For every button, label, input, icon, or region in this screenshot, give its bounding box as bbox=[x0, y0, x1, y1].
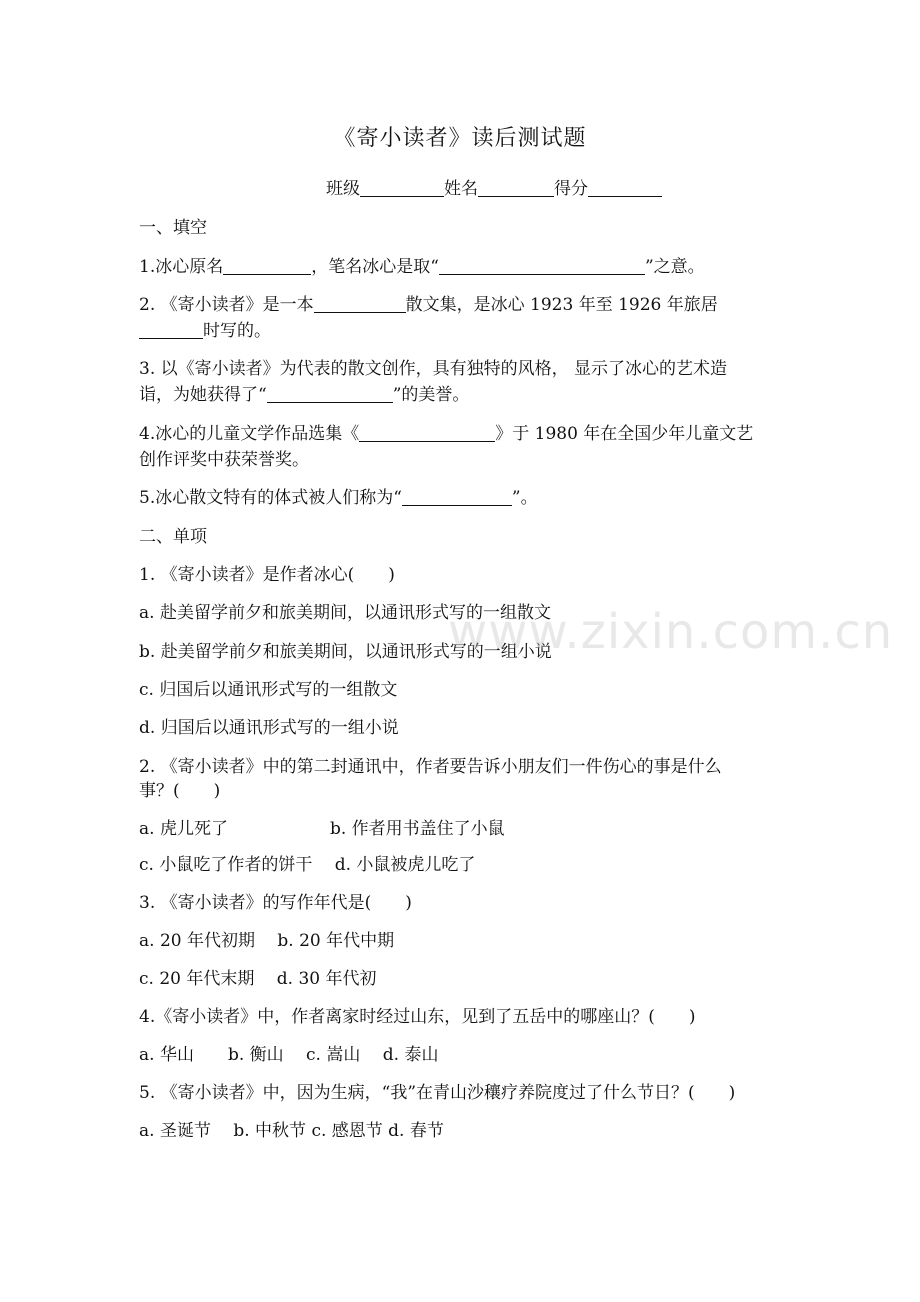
section-heading-fill-in: 一、填空 bbox=[139, 218, 207, 238]
choice-option: c. 归国后以通讯形式写的一组散文 bbox=[139, 680, 398, 700]
section-heading-single-choice: 二、单项 bbox=[139, 527, 207, 547]
choice-option: b. 赴美留学前夕和旅美期间，以通讯形式写的一组小说 bbox=[139, 642, 552, 662]
choice-question-3: 3. 《寄小读者》的写作年代是( ) bbox=[139, 893, 412, 913]
question-text: 诣，为她获得了“ bbox=[139, 385, 267, 405]
name-label: 姓名 bbox=[444, 179, 478, 199]
choice-question-1: 1. 《寄小读者》是作者冰心( ) bbox=[139, 565, 395, 585]
question-text: ，笔名冰心是取“ bbox=[311, 257, 439, 277]
question-text: 时写的。 bbox=[203, 321, 271, 341]
question-text: 2. 《寄小读者》是一本 bbox=[139, 295, 314, 315]
question-text: ”。 bbox=[511, 488, 538, 508]
choice-option: a. 虎儿死了 b. 作者用书盖住了小鼠 bbox=[139, 819, 505, 839]
score-blank bbox=[588, 178, 662, 197]
choice-option: c. 小鼠吃了作者的饼干 d. 小鼠被虎儿吃了 bbox=[139, 855, 476, 875]
question-fill-3: 3. 以《寄小读者》为代表的散文创作，具有独特的风格， 显示了冰心的艺术造 bbox=[139, 359, 728, 379]
question-text: 》于 1980 年在全国少年儿童文艺 bbox=[495, 424, 754, 444]
answer-blank bbox=[267, 384, 393, 403]
question-text: ”之意。 bbox=[644, 257, 705, 277]
choice-option: a. 20 年代初期 b. 20 年代中期 bbox=[139, 931, 395, 951]
answer-blank bbox=[359, 423, 495, 442]
choice-option: a. 圣诞节 b. 中秋节 c. 感恩节 d. 春节 bbox=[139, 1121, 444, 1141]
answer-blank bbox=[314, 294, 406, 313]
choice-option: c. 20 年代末期 d. 30 年代初 bbox=[139, 969, 377, 989]
answer-blank bbox=[439, 256, 645, 275]
question-fill-3-cont bbox=[139, 380, 469, 405]
page-title: 《寄小读者》读后测试题 bbox=[333, 126, 587, 151]
choice-question-4: 4.《寄小读者》中，作者离家时经过山东，见到了五岳中的哪座山？( ) bbox=[139, 1007, 696, 1027]
question-fill-2-cont bbox=[139, 316, 271, 341]
choice-question-2: 2. 《寄小读者》中的第二封通讯中，作者要告诉小朋友们一件伤心的事是什么 bbox=[139, 757, 722, 777]
choice-question-5: 5. 《寄小读者》中，因为生病，“我”在青山沙穰疗养院度过了什么节日？( ) bbox=[139, 1083, 736, 1103]
student-info-line bbox=[326, 174, 662, 199]
question-text: 1.冰心原名 bbox=[139, 257, 224, 277]
class-blank bbox=[360, 178, 444, 197]
question-text: ”的美誉。 bbox=[392, 385, 470, 405]
watermark: www.zixin.com.cn bbox=[448, 604, 894, 660]
answer-blank bbox=[139, 320, 203, 339]
score-label: 得分 bbox=[554, 179, 588, 199]
class-label: 班级 bbox=[326, 179, 360, 199]
question-text: 散文集，是冰心 1923 年至 1926 年旅居 bbox=[405, 295, 718, 315]
answer-blank bbox=[223, 256, 311, 275]
question-fill-2 bbox=[139, 290, 718, 315]
choice-option: a. 华山 b. 衡山 c. 嵩山 d. 泰山 bbox=[139, 1045, 439, 1065]
question-text: 5.冰心散文特有的体式被人们称为“ bbox=[139, 488, 402, 508]
name-blank bbox=[478, 178, 554, 197]
question-text: 4.冰心的儿童文学作品选集《 bbox=[139, 424, 360, 444]
answer-blank bbox=[402, 487, 512, 506]
question-fill-4 bbox=[139, 419, 753, 444]
question-fill-1 bbox=[139, 252, 705, 277]
choice-option: d. 归国后以通讯形式写的一组小说 bbox=[139, 718, 399, 738]
choice-option: a. 赴美留学前夕和旅美期间，以通讯形式写的一组散文 bbox=[139, 603, 551, 623]
question-fill-5 bbox=[139, 483, 538, 508]
question-fill-4-cont: 创作评奖中获荣誉奖。 bbox=[139, 450, 309, 470]
choice-question-2-cont: 事？( ) bbox=[139, 781, 221, 801]
